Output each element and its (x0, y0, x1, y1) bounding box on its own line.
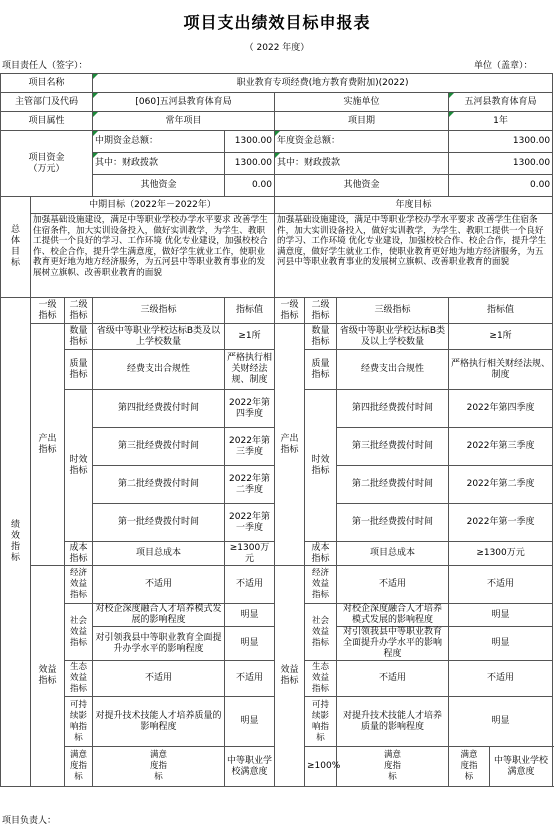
econ-value-right: 不适用 (449, 566, 553, 604)
social-value-2: 明显 (225, 627, 275, 661)
qual-label: 质量 指标 (65, 350, 93, 390)
mid-fiscal-value: 1300.00 (225, 153, 275, 175)
lvl1-header-right: 一级 指标 (275, 298, 305, 324)
time-label-right: 时效 指标 (305, 390, 337, 542)
effect-label-right: 效益 指标 (275, 566, 305, 787)
eco-indicator-right: 不适用 (337, 661, 449, 697)
year-goal-header: 年度目标 (275, 197, 553, 214)
attr-label: 项目属性 (1, 112, 93, 131)
sustain-label-right: 可持 续影 响指 标 (305, 697, 337, 747)
sustain-indicator-right: 对提升技术技能人才培养质量的影响程度 (337, 697, 449, 747)
time-label: 时效 指标 (65, 390, 93, 542)
time-indicator-2-right: 第二批经费拨付时间 (337, 466, 449, 504)
time-value-4-right: 2022年第四季度 (449, 390, 553, 428)
sustain-value-right: 明显 (449, 697, 553, 747)
econ-label-right: 经济 效益 指标 (305, 566, 337, 604)
satisfy-sub-label: 满意 度指 标 (93, 747, 225, 787)
time-value-4: 2022年第四季度 (225, 390, 275, 428)
year-other-label: 其他资金 (275, 175, 449, 197)
page-title: 项目支出绩效目标申报表 (183, 13, 371, 32)
mid-goal-text: 加强基础设施建设，满足中等职业学校办学水平要求 改善学生住宿条件，加大实训设备投入，做好实训教学，为学生、教职工提供一个良好的学习、工作环境 优化专业建设，加强校校合作、校企合作，提升学生满意度，做好学生就业工作，使职业教育更好地为地方经济服务，为五河县中等职业教育事业的发展树立旗帜、改善职业教育的面貌 (31, 214, 275, 298)
time-indicator-2: 第二批经费拨付时间 (93, 466, 225, 504)
social-indicator-2-right: 对引领我县中等职业教育全面提升办学水平的影响程度 (337, 627, 449, 661)
sustain-label: 可持 续影 响指 标 (65, 697, 93, 747)
perf-indicator-label: 绩 效 指 标 (1, 298, 31, 787)
impl-unit-value: 五河县教育体育局 (449, 93, 553, 112)
lvl1-header: 一级 指标 (31, 298, 65, 324)
year-total-label: 年度资金总额： (275, 131, 449, 153)
qty-value: ≥1所 (225, 324, 275, 350)
time-indicator-3: 第三批经费拨付时间 (93, 428, 225, 466)
time-indicator-3-right: 第三批经费拨付时间 (337, 428, 449, 466)
value-header-right: 指标值 (449, 298, 553, 324)
value-header: 指标值 (225, 298, 275, 324)
time-value-1: 2022年第一季度 (225, 504, 275, 542)
qty-label-right: 数量 指标 (305, 324, 337, 350)
satisfy-sub-label-right: 满意 度指 标 (449, 747, 490, 787)
social-label: 社会 效益 指标 (65, 604, 93, 661)
period-label: 项目期 (275, 112, 449, 131)
mid-fiscal-label: 其中：财政拨款 (93, 153, 225, 175)
social-label-right: 社会 效益 指标 (305, 604, 337, 661)
cost-value: ≥1300万元 (225, 542, 275, 566)
eco-value: 不适用 (225, 661, 275, 697)
qual-value: 严格执行相关财经法规、制度 (225, 350, 275, 390)
sustain-indicator: 对提升技术技能人才培养质量的影响程度 (93, 697, 225, 747)
econ-value: 不适用 (225, 566, 275, 604)
time-indicator-1-right: 第一批经费拨付时间 (337, 504, 449, 542)
mid-other-label: 其他资金 (93, 175, 225, 197)
output-label-right: 产出 指标 (275, 324, 305, 566)
sustain-value: 明显 (225, 697, 275, 747)
cost-label-right: 成本 指标 (305, 542, 337, 566)
eco-label-right: 生态 效益 指标 (305, 661, 337, 697)
satisfy-label: 满意 度指 标 (65, 747, 93, 787)
qty-label: 数量 指标 (65, 324, 93, 350)
satisfy-value: ≥100% (305, 747, 337, 787)
social-indicator-1: 对校企深度融合人才培养模式发展的影响程度 (93, 604, 225, 627)
time-indicator-4-right: 第四批经费拨付时间 (337, 390, 449, 428)
satisfy-label-right: 满意 度指 标 (337, 747, 449, 787)
mid-total-value: 1300.00 (225, 131, 275, 153)
lvl2-header: 二级 指标 (65, 298, 93, 324)
time-value-3: 2022年第三季度 (225, 428, 275, 466)
year-goal-text: 加强基础设施建设，满足中等职业学校办学水平要求 改善学生住宿条件，加大实训设备投入，做好实训教学，为学生、教职工提供一个良好的学习、工作环境 优化专业建设，加强校校合作、校企合作，提升学生满意度，做好学生就业工作，使职业教育更好地为地方经济服务，为五河县中等职业教育事业的发展树立旗帜、改善职业教育的面貌 (275, 214, 553, 298)
project-name-label: 项目名称 (1, 74, 93, 93)
year-total-value: 1300.00 (449, 131, 553, 153)
time-value-2-right: 2022年第二季度 (449, 466, 553, 504)
time-value-2: 2022年第二季度 (225, 466, 275, 504)
qual-label-right: 质量 指标 (305, 350, 337, 390)
social-value-1: 明显 (225, 604, 275, 627)
qual-indicator-right: 经费支出合规性 (337, 350, 449, 390)
year-fiscal-label: 其中：财政拨款 (275, 153, 449, 175)
econ-indicator-right: 不适用 (337, 566, 449, 604)
mid-other-value: 0.00 (225, 175, 275, 197)
time-indicator-1: 第一批经费拨付时间 (93, 504, 225, 542)
social-value-1-right: 明显 (449, 604, 553, 627)
goal-form-table (0, 73, 553, 787)
time-value-3-right: 2022年第三季度 (449, 428, 553, 466)
year-fiscal-value: 1300.00 (449, 153, 553, 175)
output-label: 产出 指标 (31, 324, 65, 566)
footer-label: 项目负责人： (2, 816, 57, 826)
cost-indicator: 项目总成本 (93, 542, 225, 566)
qual-indicator: 经费支出合规性 (93, 350, 225, 390)
funds-label: 项目资金 （万元） (1, 131, 93, 197)
econ-indicator: 不适用 (93, 566, 225, 604)
lvl2-header-right: 二级 指标 (305, 298, 337, 324)
overall-goal-label: 总 体 目 标 (1, 197, 31, 298)
impl-unit-label: 实施单位 (275, 93, 449, 112)
time-value-1-right: 2022年第一季度 (449, 504, 553, 542)
qty-value-right: ≥1所 (449, 324, 553, 350)
social-indicator-1-right: 对校企深度融合人才培养模式发展的影响程度 (337, 604, 449, 627)
satisfy-indicator: 中等职业学校满意度 (225, 747, 275, 787)
social-indicator-2: 对引领我县中等职业教育全面提升办学水平的影响程度 (93, 627, 225, 661)
attr-value: 常年项目 (93, 112, 275, 131)
qty-indicator-right: 省级中等职业学校达标B类及以上学校数量 (337, 324, 449, 350)
cost-indicator-right: 项目总成本 (337, 542, 449, 566)
period-value: 1年 (449, 112, 553, 131)
satisfy-indicator-right: 中等职业学校满意度 (490, 747, 553, 787)
cost-label: 成本 指标 (65, 542, 93, 566)
year-line: （ 2022 年度） (244, 43, 310, 53)
social-value-2-right: 明显 (449, 627, 553, 661)
qual-value-right: 严格执行相关财经法规、制度 (449, 350, 553, 390)
qty-indicator: 省级中等职业学校达标B类及以上学校数量 (93, 324, 225, 350)
effect-label: 效益 指标 (31, 566, 65, 787)
dept-label: 主管部门及代码 (1, 93, 93, 112)
lvl3-header: 三级指标 (93, 298, 225, 324)
lvl3-header-right: 三级指标 (337, 298, 449, 324)
mid-total-label: 中期资金总额： (93, 131, 225, 153)
econ-label: 经济 效益 指标 (65, 566, 93, 604)
year-other-value: 0.00 (449, 175, 553, 197)
mid-goal-header: 中期目标（2022年－2022年） (31, 197, 275, 214)
unit-seal-label: 单位（盖章）： (474, 61, 533, 71)
eco-label: 生态 效益 指标 (65, 661, 93, 697)
cost-value-right: ≥1300万元 (449, 542, 553, 566)
eco-indicator: 不适用 (93, 661, 225, 697)
time-indicator-4: 第四批经费拨付时间 (93, 390, 225, 428)
dept-value: [060]五河县教育体育局 (93, 93, 275, 112)
project-name-value: 职业教育专项经费(地方教育费附加)(2022) (93, 74, 553, 93)
eco-value-right: 不适用 (449, 661, 553, 697)
responsible-person-label: 项目责任人（签字）： (2, 61, 88, 71)
